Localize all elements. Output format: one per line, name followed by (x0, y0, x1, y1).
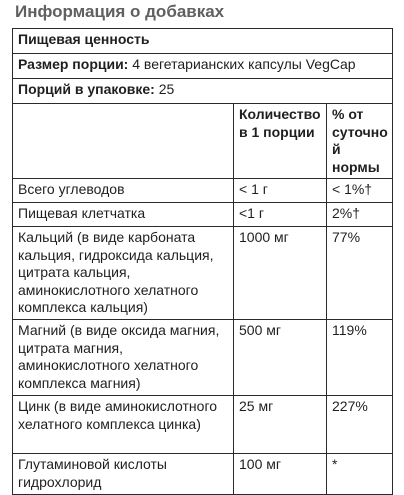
panel-title: Пищевая ценность (13, 29, 393, 54)
nutrient-daily-value: 2%† (327, 203, 393, 227)
nutrient-amount: 25 мг (234, 396, 327, 454)
nutrient-amount: < 1 г (234, 179, 327, 203)
servings-label: Порций в упаковке: (18, 81, 155, 97)
table-row (13, 396, 393, 454)
nutrient-daily-value: * (327, 454, 393, 495)
nutrient-name: Магний (в виде оксида магния, цитрата магния, аминокислотного хелатного комплекса магния) (13, 320, 234, 396)
nutrient-daily-value: 77% (327, 227, 393, 320)
nutrient-amount: 100 мг (234, 454, 327, 495)
servings-value: 25 (154, 81, 175, 97)
nutrient-name: Всего углеводов (13, 179, 234, 203)
table-row (13, 203, 393, 227)
nutrient-daily-value: 227% (327, 396, 393, 454)
nutrient-name: Пищевая клетчатка (13, 203, 234, 227)
nutrient-daily-value: 119% (327, 320, 393, 396)
header-row (13, 104, 393, 179)
serving-size-value: 4 вегетарианских капсулы VegCap (128, 56, 356, 72)
serving-size-row (13, 54, 393, 79)
nutrient-name: Кальций (в виде карбоната кальция, гидроксида кальция, цитрата кальция, аминокислотного хелатного комплекса кальция) (13, 227, 234, 320)
table-row (13, 320, 393, 396)
table-row (13, 227, 393, 320)
serving-size-label: Размер порции: (18, 56, 129, 72)
nutrient-name: Цинк (в виде аминокислотного хелатного комплекса цинка) (13, 396, 234, 454)
table-row (13, 179, 393, 203)
daily-value-column-header: % от суточной нормы (327, 104, 393, 179)
title-row (13, 29, 393, 54)
section-heading: Информация о добавках (15, 2, 225, 21)
serving-size-cell (13, 54, 393, 79)
nutrient-daily-value: < 1%† (327, 179, 393, 203)
servings-cell (13, 79, 393, 104)
amount-column-header: Количество в 1 порции (234, 104, 327, 179)
table-row (13, 454, 393, 495)
nutrient-name: Глутаминовой кислоты гидрохлорид (13, 454, 234, 495)
nutrient-amount: 1000 мг (234, 227, 327, 320)
header-blank-cell (13, 104, 234, 179)
nutrient-amount: <1 г (234, 203, 327, 227)
nutrition-facts-table (12, 28, 393, 495)
servings-row (13, 79, 393, 104)
nutrient-amount: 500 мг (234, 320, 327, 396)
